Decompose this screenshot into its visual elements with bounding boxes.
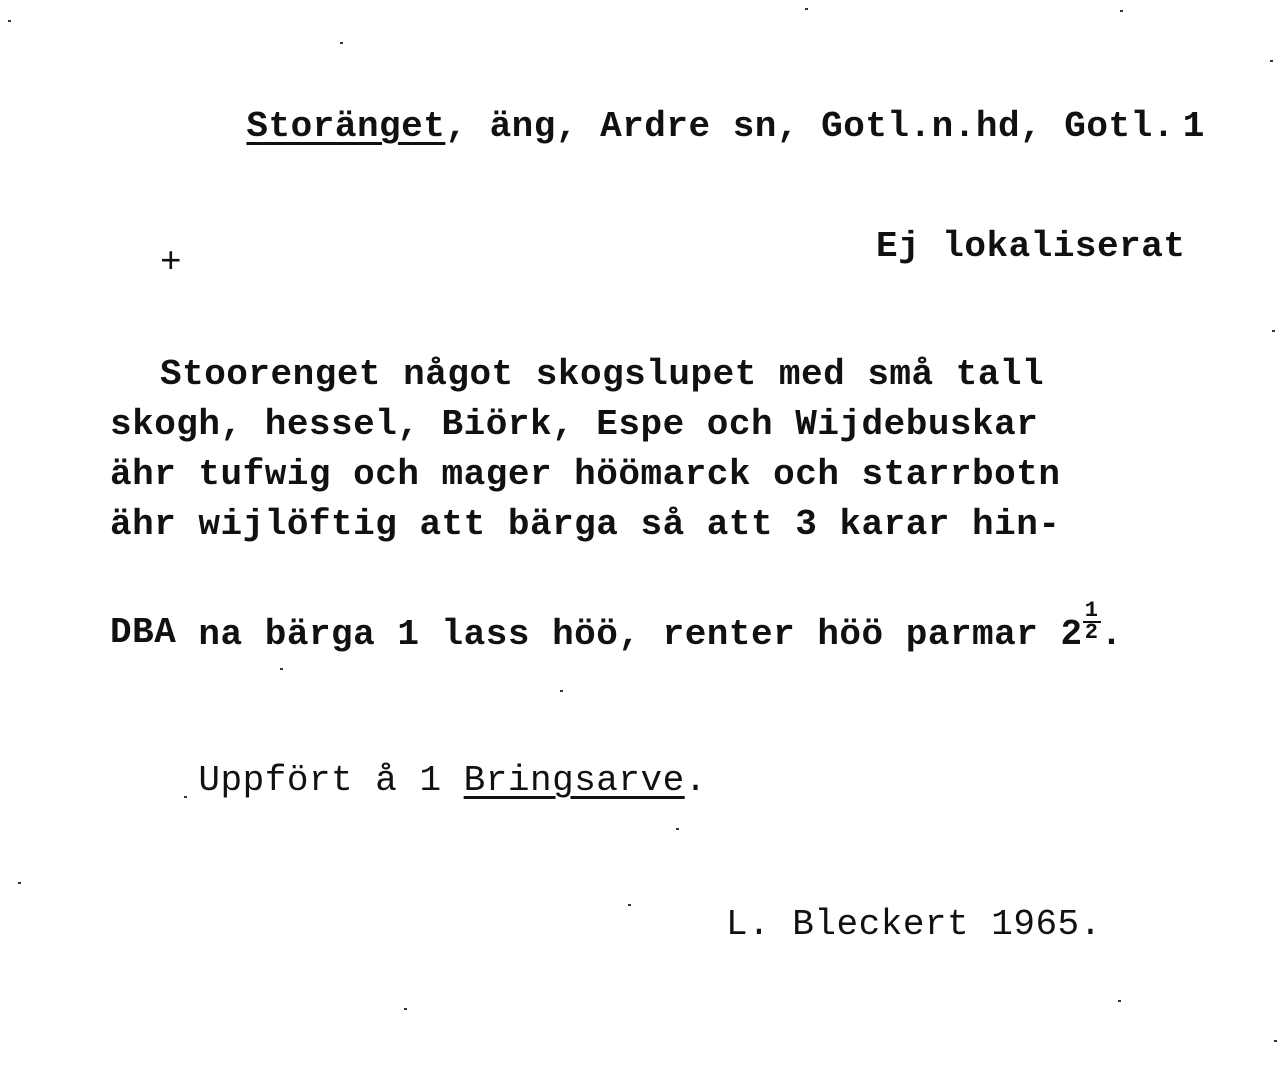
scan-speck — [404, 1008, 407, 1010]
cross-marker: + — [160, 242, 183, 283]
body-line: Stoorenget något skogslupet med små tall — [160, 354, 1045, 395]
localization-status: Ej lokaliserat — [876, 226, 1186, 267]
scan-speck — [8, 20, 11, 22]
last-line-text: na bärga 1 lass höö, renter höö parmar 2 — [198, 614, 1083, 655]
scan-speck — [280, 668, 283, 670]
body-line: skogh, hessel, Biörk, Espe och Wijdebuskar — [110, 404, 1039, 445]
scan-speck — [628, 904, 631, 906]
card-heading — [158, 52, 1205, 202]
scan-speck — [1120, 10, 1123, 12]
heading-edge-fragment: 1 — [1182, 106, 1205, 147]
signature: L. Bleckert 1965. — [726, 904, 1102, 945]
body-line: ähr tufwig och mager höömarck och starrbotn — [110, 454, 1061, 495]
scan-speck — [805, 8, 808, 10]
heading-rest: , äng, Ardre sn, Gotl.n.hd, Gotl. — [445, 106, 1175, 147]
last-line-end: . — [1100, 614, 1123, 655]
scan-speck — [676, 828, 679, 830]
scan-speck — [560, 690, 563, 692]
scan-speck — [184, 796, 187, 798]
listing-prefix: Uppfört å 1 — [198, 760, 464, 801]
body-line: ähr wijlöftig att bärga så att 3 karar hin- — [110, 504, 1061, 545]
scan-speck — [1270, 60, 1273, 62]
fraction-denominator: 2 — [1083, 621, 1101, 643]
scan-speck — [1272, 330, 1275, 332]
listing-end: . — [684, 760, 707, 801]
source-abbreviation: DBA — [110, 612, 177, 653]
place-name: Storänget — [246, 106, 446, 147]
scan-speck — [340, 42, 343, 44]
half-fraction — [1083, 598, 1101, 645]
scan-speck — [1118, 1000, 1121, 1002]
scan-speck — [1274, 1040, 1277, 1042]
body-line-last — [110, 551, 1123, 710]
listing-line — [110, 706, 707, 856]
farm-name: Bringsarve — [463, 760, 685, 801]
scan-speck — [18, 882, 21, 884]
fraction-numerator: 1 — [1084, 598, 1099, 623]
